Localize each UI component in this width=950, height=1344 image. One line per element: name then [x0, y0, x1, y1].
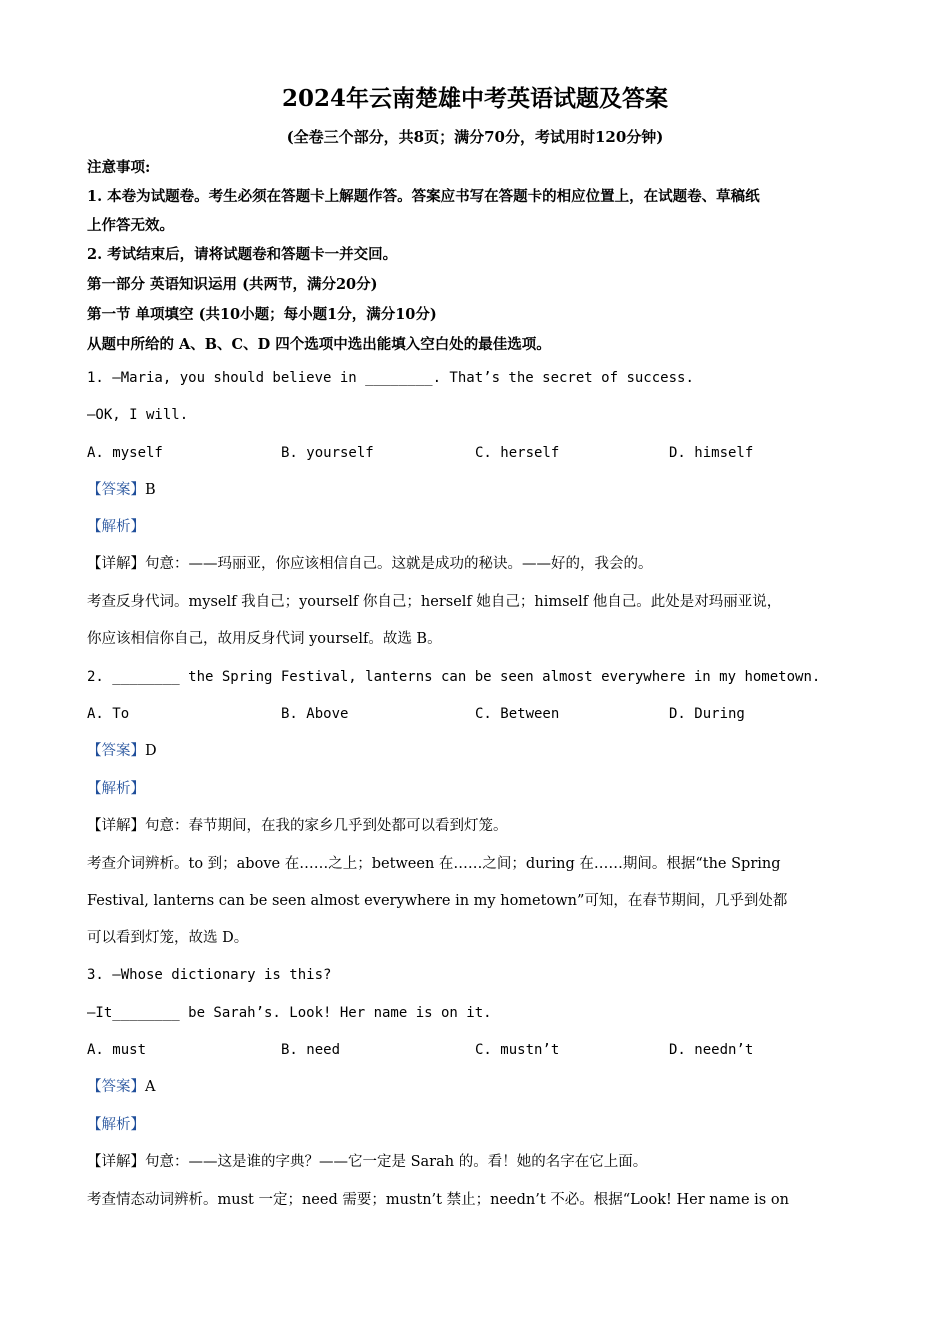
q3-stem: 3. —Whose dictionary is this? — [87, 967, 332, 983]
q2-answer — [87, 740, 867, 762]
q2-option-c: C. Between — [475, 706, 560, 722]
q2-explanation-line-2: Festival, lanterns can be seen almost everywhere in my hometown”可知，在春节期间，几乎到处都 — [87, 893, 788, 909]
q2-analysis-label: 【解析】 — [87, 781, 145, 797]
note-1-line-2: 上作答无效。 — [87, 217, 174, 234]
detail-label: 【详解】 — [87, 818, 145, 834]
q3-answer-value: A — [145, 1079, 156, 1095]
part-1-heading: 第一部分 英语知识运用 (共两节，满分20分) — [87, 276, 378, 293]
q3-option-b: B. need — [281, 1042, 341, 1058]
q3-option-a: A. must — [87, 1042, 147, 1058]
q3-answer — [87, 1076, 867, 1098]
note-1-line-1: 1. 本卷为试题卷。考生必须在答题卡上解题作答。答案应书写在答题卡的相应位置上，在试题卷、草稿纸 — [87, 188, 760, 205]
notes-heading: 注意事项: — [87, 159, 151, 176]
q1-explanation-line-1: 考查反身代词。myself 我自己；yourself 你自己；herself 她自己；himself 他自己。此处是对玛丽亚说， — [87, 594, 782, 610]
q1-analysis-label: 【解析】 — [87, 519, 145, 535]
q3-detail — [87, 1151, 867, 1173]
page-subtitle: (全卷三个部分，共8页；满分70分，考试用时120分钟) — [286, 128, 664, 146]
q1-stem: 1. —Maria, you should believe in ________. That’s the secret of success. — [87, 370, 694, 386]
note-2: 2. 考试结束后，请将试题卷和答题卡一并交回。 — [87, 246, 398, 263]
q3-detail-text: 句意：——这是谁的字典？——它一定是 Sarah 的。看！她的名字在它上面。 — [145, 1154, 648, 1170]
q1-option-a: A. myself — [87, 445, 163, 461]
detail-label: 【详解】 — [87, 556, 145, 572]
q2-explanation-line-1: 考查介词辨析。to 到；above 在……之上；between 在……之间；during 在……期间。根据“the Spring — [87, 856, 781, 872]
q1-detail-text: 句意：——玛丽亚，你应该相信自己。这就是成功的秘诀。——好的，我会的。 — [145, 556, 653, 572]
page-title: 2024年云南楚雄中考英语试题及答案 — [281, 85, 668, 112]
q1-reply: —OK, I will. — [87, 407, 189, 423]
q3-reply: —It________ be Sarah’s. Look! Her name is on it. — [87, 1005, 492, 1021]
detail-label: 【详解】 — [87, 1154, 145, 1170]
q2-detail — [87, 815, 867, 837]
q1-explanation-line-2: 你应该相信你自己，故用反身代词 yourself。故选 B。 — [87, 631, 442, 647]
q1-detail — [87, 553, 867, 575]
answer-label: 【答案】 — [87, 743, 145, 759]
q2-option-a: A. To — [87, 706, 130, 722]
q2-option-b: B. Above — [281, 706, 349, 722]
q1-option-b: B. yourself — [281, 445, 374, 461]
q1-answer-value: B — [145, 482, 156, 498]
section-1-heading: 第一节 单项填空 (共10小题；每小题1分，满分10分) — [87, 306, 437, 323]
q1-option-c: C. herself — [475, 445, 560, 461]
answer-label: 【答案】 — [87, 482, 145, 498]
q3-explanation-line-1: 考查情态动词辨析。must 一定；need 需要；mustn’t 禁止；needn’t 不必。根据“Look! Her name is on — [87, 1192, 789, 1208]
q2-answer-value: D — [145, 743, 157, 759]
q2-stem: 2. ________ the Spring Festival, lanterns can be seen almost everywhere in my hometown. — [87, 669, 821, 685]
q3-analysis-label: 【解析】 — [87, 1117, 145, 1133]
q1-answer — [87, 479, 867, 501]
answer-label: 【答案】 — [87, 1079, 145, 1095]
q2-option-d: D. During — [669, 706, 745, 722]
q3-option-d: D. needn’t — [669, 1042, 754, 1058]
q2-explanation-line-3: 可以看到灯笼，故选 D。 — [87, 930, 249, 946]
q1-option-d: D. himself — [669, 445, 754, 461]
instruction: 从题中所给的 A、B、C、D 四个选项中选出能填入空白处的最佳选项。 — [87, 336, 551, 353]
q3-option-c: C. mustn’t — [475, 1042, 560, 1058]
q2-detail-text: 句意：春节期间，在我的家乡几乎到处都可以看到灯笼。 — [145, 818, 508, 834]
